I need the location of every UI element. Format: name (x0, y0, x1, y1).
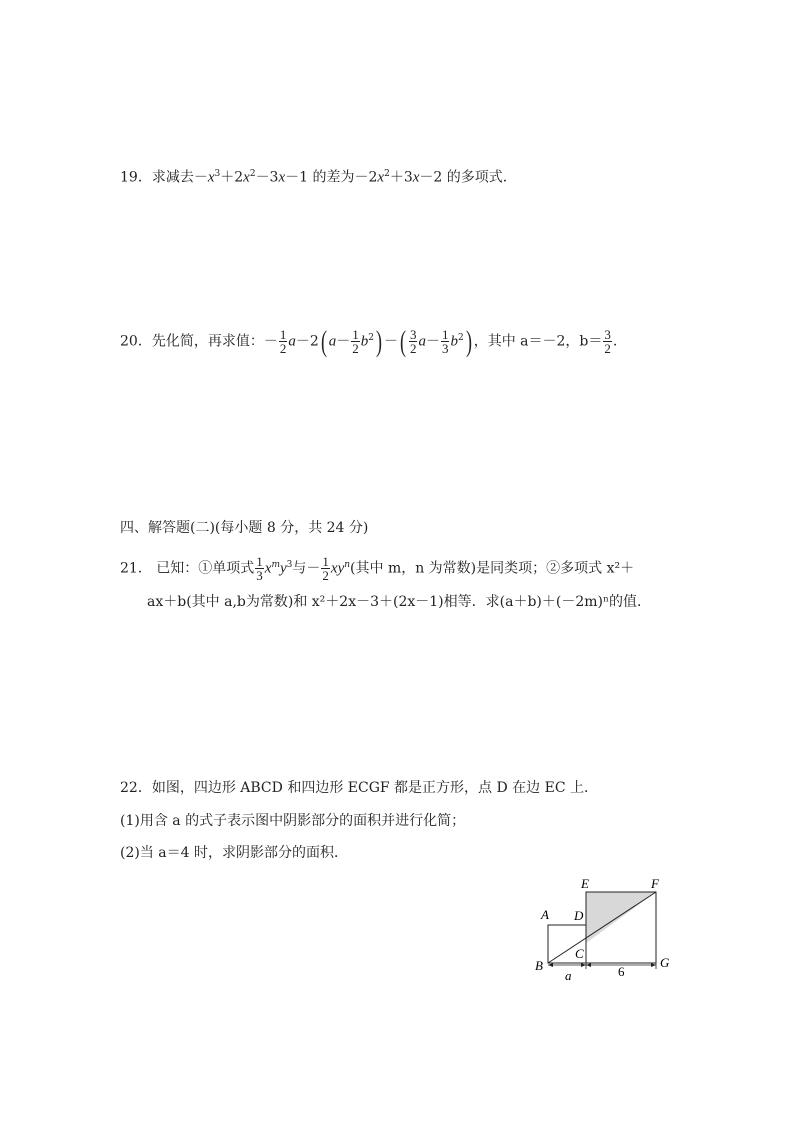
label-d-point: D (574, 908, 584, 923)
question-22-part-2: (2)当 a＝4 时，求阴影部分的面积． (120, 845, 348, 861)
label-b-point: B (535, 958, 543, 973)
question-number: 19． (120, 169, 152, 186)
fraction: $\frac{1}{2}$ (279, 327, 287, 357)
label-a-point: A (541, 907, 549, 922)
shaded-region (586, 892, 656, 943)
label-g-point: G (660, 955, 670, 970)
squares-figure (530, 872, 680, 984)
question-number: 21． (120, 560, 152, 577)
label-f-point: F (651, 876, 659, 891)
label-a-length: a (565, 968, 572, 983)
label-c-point: C (575, 946, 584, 961)
fraction: $\frac{3}{2}$ (409, 327, 417, 357)
question-19: 19．求减去$-x^3+2x^2-3x-1$ 的差为$-2x^2+3x-2$ 的多项式． (120, 169, 517, 186)
question-21-line-1: 21． 已知：①单项式 $\frac{1}{3}$ $x^my^3$与－ $\frac{1}{2}$ $xy^n$(其中 m，n 为常数)是同类项；②多项式 x²＋ (120, 554, 635, 584)
question-20: 20．先化简，再求值：－ $\frac{1}{2}$ a－2( a－ $\frac{1}{2}$ $b^2$) －( $\frac{3}{2}$ a－ $\frac{1}{3}$ $b^2$) ，其中 a＝－2，b＝ $\frac{3}{2}$ . (120, 324, 618, 358)
question-number: 22． (120, 780, 152, 796)
question-number: 20． (120, 333, 152, 350)
fraction: $\frac{1}{3}$ (441, 327, 449, 357)
question-22-part-1: (1)用含 a 的式子表示图中阴影部分的面积并进行化简； (120, 813, 466, 829)
question-22-line-1: 22．如图，四边形 ABCD 和四边形 ECGF 都是正方形，点 D 在边 EC 上． (120, 780, 599, 796)
question-21-line-2: ax＋b(其中 a,b为常数)和 x²＋2x－3＋(2x－1)相等．求(a＋b)＋(－2m)ⁿ的值． (147, 594, 652, 610)
fraction: $\frac{1}{2}$ (322, 554, 329, 584)
label-e-point: E (581, 876, 589, 891)
fraction: $\frac{1}{2}$ (352, 327, 359, 357)
label-six-length: 6 (618, 964, 625, 979)
fraction: $\frac{3}{2}$ (604, 327, 611, 357)
section-title: 四、解答题(二)(每小题 8 分，共 24 分) (120, 520, 369, 536)
fraction: $\frac{1}{3}$ (256, 554, 263, 584)
